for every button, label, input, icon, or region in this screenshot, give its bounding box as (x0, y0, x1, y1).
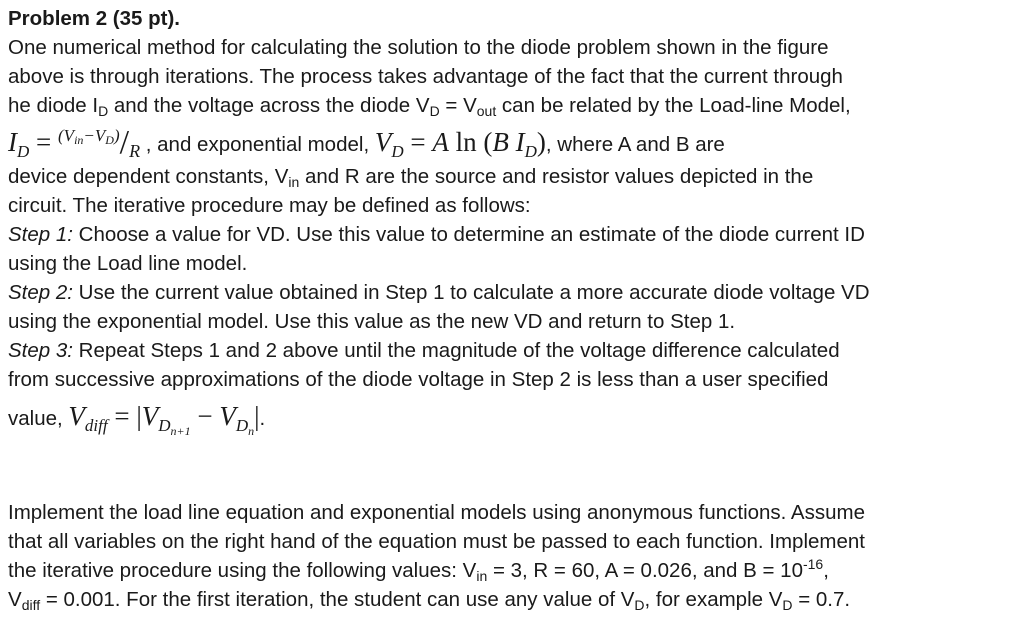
loadline-equation (8, 127, 59, 161)
math-function: ln (448, 127, 477, 157)
paragraph-line: circuit. The iterative procedure may be defined as follows: (8, 194, 531, 217)
text-run: = 0.7. (792, 588, 851, 611)
step-1-line: using the Load line model. (8, 252, 248, 275)
math-symbol: (V (58, 126, 75, 145)
math-symbol: −V (83, 126, 106, 145)
step-3-line: from successive approximations of the diode voltage in Step 2 is less than a user specified (8, 368, 829, 391)
text-run: Use the current value obtained in Step 1 to calculate a more accurate diode voltage VD (72, 281, 870, 304)
implement-line: that all variables on the right hand of the equation must be passed to each function. Implement (8, 530, 865, 553)
implement-line: Implement the load line equation and exponential models using anonymous functions. Assume (8, 501, 865, 524)
text-run: , and exponential model, (140, 133, 375, 156)
subscript: diff (21, 597, 41, 613)
math-operator: = (107, 401, 137, 431)
spacer (8, 438, 1018, 498)
math-operator: − (190, 401, 220, 431)
subscript: n (248, 424, 255, 438)
step-2-line (8, 278, 1018, 307)
subscript: D (782, 597, 793, 613)
subscript: n+1 (170, 424, 191, 438)
subscript: D (634, 597, 645, 613)
subscript: D (17, 142, 30, 161)
model-equations-line (8, 120, 1018, 162)
subscript: diff (84, 416, 108, 435)
paragraph-line (8, 91, 1018, 120)
math-symbol: ) (536, 127, 546, 157)
step-label: Step 3: (8, 339, 73, 362)
math-symbol: ( (476, 127, 493, 157)
fraction-slash: / (119, 124, 130, 161)
math-symbol: I (508, 127, 525, 157)
math-symbol: B (492, 127, 509, 157)
math-symbol: V (374, 127, 392, 157)
subscript: D (391, 142, 404, 161)
step-3-line (8, 394, 1018, 438)
subscript: D (524, 142, 537, 161)
paragraph-line: One numerical method for calculating the solution to the diode problem shown in the figure (8, 36, 829, 59)
subscript: D (105, 133, 114, 147)
text-run: . (259, 407, 266, 430)
step-2-line: using the exponential model. Use this value as the new VD and return to Step 1. (8, 310, 736, 333)
subscript: out (476, 103, 497, 119)
math-symbol: I (8, 127, 17, 157)
math-symbol: ) (113, 126, 120, 145)
math-operator: = (29, 127, 59, 157)
text-run: = 3, R = 60, A = 0.026, and B = 10 (487, 559, 803, 582)
loadline-denominator: R (129, 141, 141, 161)
problem-title: Problem 2 (35 pt). (8, 7, 181, 30)
step-1-line (8, 220, 1018, 249)
superscript: -16 (802, 556, 824, 572)
math-symbol: | (254, 401, 260, 431)
subscript (158, 416, 191, 438)
text-run: Choose a value for VD. Use this value to determine an estimate of the diode current ID (72, 223, 865, 246)
text-run: value, (8, 407, 69, 430)
step-label: Step 2: (8, 281, 73, 304)
loadline-numerator (58, 126, 120, 145)
text-run: and R are the source and resistor values depicted in the (299, 165, 814, 188)
math-symbol: V (68, 401, 85, 431)
implement-line (8, 585, 1018, 614)
subscript: in (476, 568, 488, 584)
text-run: V (8, 588, 22, 611)
math-symbol: V (141, 401, 159, 431)
text-run: = 0.001. For the first iteration, the student can use any value of V (40, 588, 635, 611)
step-label: Step 1: (8, 223, 73, 246)
implement-line (8, 556, 1018, 585)
text-run: and the voltage across the diode V (108, 94, 430, 117)
math-operator: = (403, 127, 433, 157)
paragraph-line (8, 162, 1018, 191)
text-run: the iterative procedure using the following values: V (8, 559, 477, 582)
subscript: in (74, 133, 84, 147)
text-run: he diode I (8, 94, 99, 117)
subscript: D (235, 416, 249, 435)
text-run: Repeat Steps 1 and 2 above until the magnitude of the voltage difference calculated (72, 339, 840, 362)
math-symbol: V (219, 401, 236, 431)
text-run: device dependent constants, V (8, 165, 289, 188)
text-run: = V (439, 94, 477, 117)
math-symbol: A (432, 127, 449, 157)
vdiff-equation (68, 401, 260, 438)
text-run: , where A and B are (545, 133, 725, 156)
subscript: D (429, 103, 440, 119)
subscript: D (98, 103, 109, 119)
problem-document (8, 4, 1018, 614)
subscript (235, 416, 255, 438)
paragraph-line: above is through iterations. The process takes advantage of the fact that the current through (8, 65, 843, 88)
subscript: in (288, 174, 300, 190)
exponential-equation (374, 127, 546, 161)
step-3-line (8, 336, 1018, 365)
subscript: D (158, 416, 171, 435)
text-run: , for example V (644, 588, 783, 611)
math-symbol: | (136, 401, 142, 431)
text-run: , (823, 559, 829, 582)
text-run: can be related by the Load-line Model, (496, 94, 851, 117)
